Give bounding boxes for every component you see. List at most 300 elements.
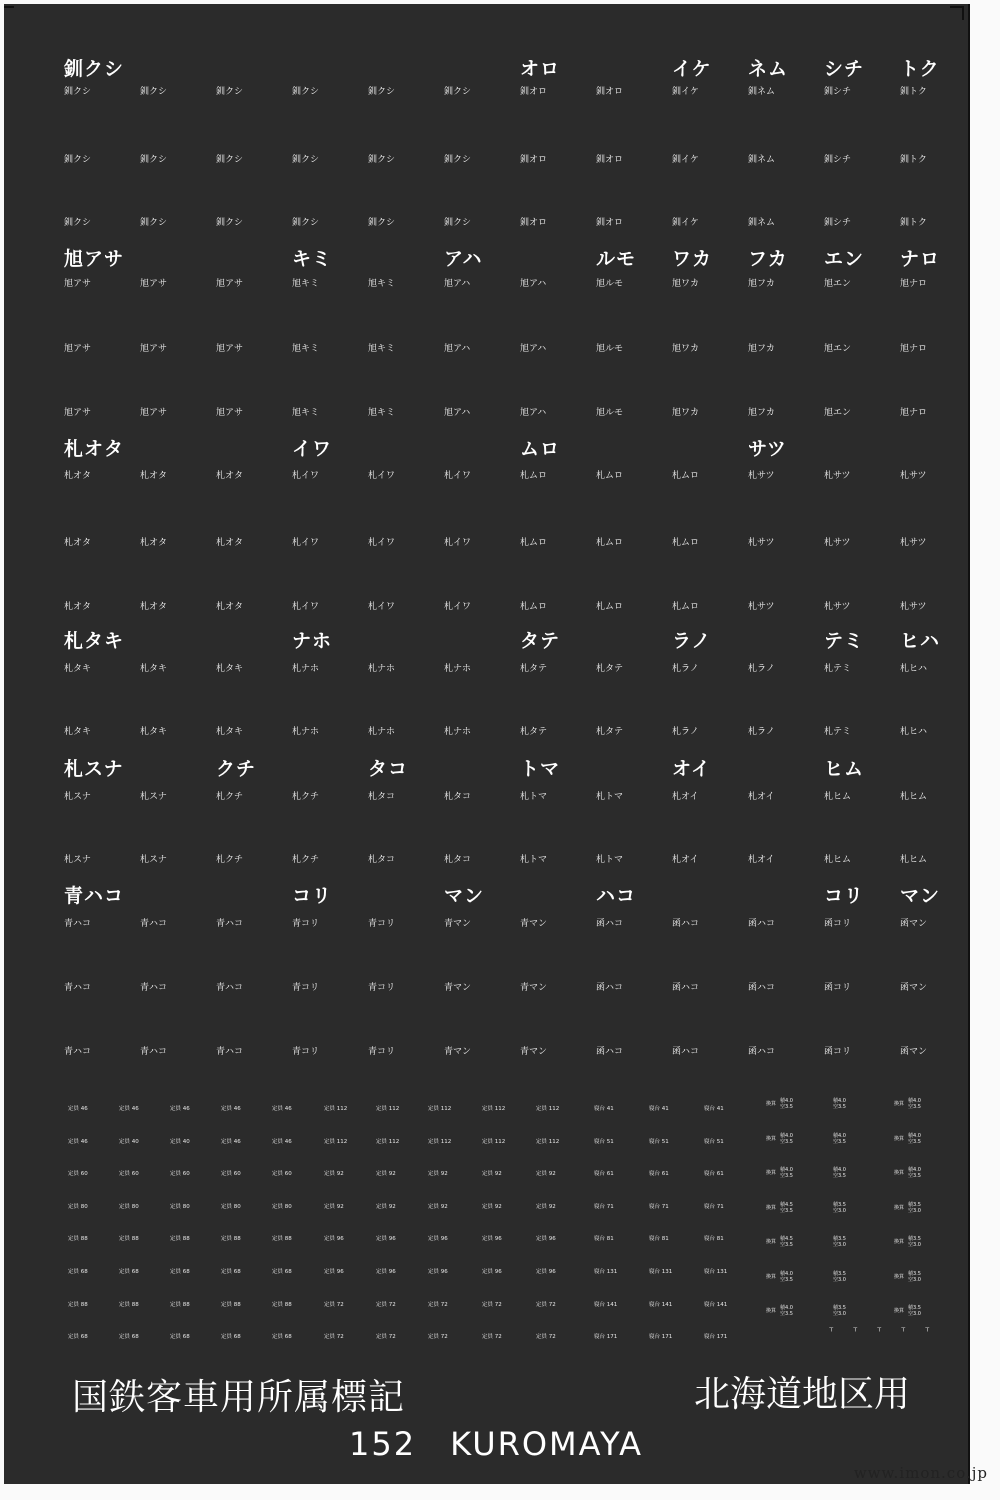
capacity-mark: 定員 92 [376,1203,396,1210]
capacity-mark: 定員 72 [536,1301,556,1308]
depot-mark-small: 札タテ [520,664,548,674]
depot-mark-small: 札スナ [140,792,167,802]
depot-mark-small: 札テミ [824,664,852,674]
berth-mark: 寝台 51 [594,1138,614,1145]
depot-mark-small: 札サツ [824,471,851,481]
conversion-label: 換算 [766,1308,777,1314]
capacity-mark: 定員 88 [68,1301,88,1308]
depot-mark-large: ルモ [596,248,637,270]
depot-mark-small: 青マン [520,919,548,929]
capacity-mark: 定員 88 [170,1301,190,1308]
depot-mark-small: 札スナ [64,792,91,802]
berth-mark: 寝台 131 [704,1269,728,1275]
depot-mark-small: 釧クシ [216,87,244,97]
conversion-mark [829,1133,846,1145]
depot-mark-small: 札ヒム [824,792,852,802]
depot-mark-small: 旭エン [824,408,852,418]
berth-mark: 寝台 41 [594,1106,614,1112]
berth-mark: 寝台 81 [704,1236,724,1243]
capacity-mark: 定員 88 [119,1236,139,1243]
conversion-mark [894,1202,921,1214]
flag-mark: ⸆ [829,1327,834,1337]
depot-mark-small: 青ハコ [216,983,244,993]
empty-value: 空3.5 [908,1104,921,1110]
depot-mark-large: オロ [520,58,561,80]
depot-mark-small: 札オイ [672,855,699,865]
depot-mark-small: 札タコ [368,855,396,865]
capacity-mark: 定員 40 [119,1138,139,1145]
depot-mark-small: 札ラノ [748,727,775,737]
empty-value: 空3.0 [908,1207,921,1214]
depot-mark-small: 札ヒム [824,855,852,865]
depot-mark-small: 旭アサ [140,279,168,289]
depot-mark-small: 旭ルモ [596,279,624,289]
berth-mark: 寝台 51 [704,1138,724,1145]
depot-mark-small: 札イワ [444,602,472,612]
product-code: 152 KUROMAYA [349,1425,644,1463]
loaded-value: 積3.5 [833,1305,846,1311]
depot-mark-small: 札イワ [368,538,396,548]
depot-mark-large: フカ [748,248,788,270]
depot-mark-large: オイ [672,758,712,780]
loaded-value: 積4.0 [780,1167,793,1173]
depot-mark-small: 札イワ [292,538,320,548]
conversion-mark [766,1202,793,1214]
capacity-mark: 定員 96 [324,1269,344,1275]
depot-mark-small: 青マン [444,919,472,929]
flag-mark: ⸆ [901,1327,906,1337]
capacity-mark: 定員 72 [376,1301,396,1308]
depot-mark-small: 札タテ [596,727,624,737]
depot-mark-small: 札トマ [520,855,548,865]
depot-mark-small: 札ラノ [748,664,775,674]
depot-mark-small: 釧クシ [64,155,92,165]
conversion-label: 換算 [894,1101,905,1107]
capacity-mark: 定員 68 [119,1269,139,1275]
depot-mark-small: 釧クシ [140,218,168,228]
capacity-mark: 定員 96 [536,1236,556,1243]
berth-mark: 寝台 61 [594,1171,614,1178]
capacity-mark: 定員 112 [536,1106,560,1112]
depot-mark-small: 旭アサ [140,344,168,354]
depot-mark-small: 札ヒハ [900,664,928,674]
capacity-mark: 定員 80 [68,1203,88,1210]
depot-mark-small: 旭アサ [64,279,92,289]
capacity-mark: 定員 88 [272,1236,292,1243]
empty-value: 空3.0 [908,1311,921,1317]
depot-mark-small: 札ナホ [368,727,396,737]
empty-value: 空3.5 [833,1138,846,1145]
depot-mark-small: 札タキ [140,727,168,737]
depot-mark-small: 札タコ [368,792,396,802]
depot-mark-small: 函ハコ [672,1047,700,1057]
depot-mark-small: 釧オロ [520,218,548,228]
capacity-mark: 定員 88 [272,1301,292,1308]
depot-mark-large: ラノ [672,630,712,652]
depot-mark-small: 札サツ [824,538,851,548]
depot-mark-large: テミ [824,630,865,652]
depot-mark-small: 札イワ [368,602,396,612]
conversion-mark [766,1098,793,1110]
loaded-value: 積3.5 [833,1201,846,1208]
berth-mark: 寝台 41 [649,1106,669,1112]
capacity-mark: 定員 96 [482,1236,502,1243]
conversion-label: 換算 [894,1273,905,1280]
depot-mark-large: 札タキ [64,630,125,652]
empty-value: 空3.5 [908,1173,921,1179]
depot-mark-small: 札ナホ [444,727,472,737]
depot-mark-small: 札オタ [64,471,92,481]
berth-mark: 寝台 51 [649,1138,669,1145]
depot-mark-small: 釧クシ [216,155,244,165]
depot-mark-small: 札クチ [292,792,320,802]
capacity-mark: 定員 112 [428,1138,452,1145]
depot-mark-small: 札スナ [64,855,91,865]
capacity-mark: 定員 112 [482,1106,506,1112]
empty-value: 空3.5 [833,1104,846,1110]
capacity-mark: 定員 88 [119,1301,139,1308]
depot-mark-small: 釧ネム [748,155,776,165]
capacity-mark: 定員 68 [119,1334,139,1341]
depot-mark-small: 青コリ [292,919,320,929]
capacity-mark: 定員 80 [272,1203,292,1210]
depot-mark-small: 旭ワカ [672,408,700,418]
depot-mark-small: 旭アハ [444,344,471,354]
depot-mark-large: マン [900,885,941,907]
capacity-mark: 定員 60 [221,1171,241,1178]
capacity-mark: 定員 88 [68,1236,88,1243]
capacity-mark: 定員 112 [376,1138,400,1145]
depot-mark-small: 函コリ [824,919,852,929]
depot-mark-small: 札イワ [444,471,472,481]
capacity-mark: 定員 46 [221,1106,241,1112]
depot-mark-small: 札オタ [64,602,92,612]
depot-mark-small: 旭ナロ [900,344,928,354]
capacity-mark: 定員 96 [536,1269,556,1275]
capacity-mark: 定員 72 [428,1334,448,1341]
depot-mark-small: 札サツ [824,602,851,612]
loaded-value: 積4.0 [833,1167,846,1173]
depot-mark-small: 札イワ [292,602,320,612]
capacity-mark: 定員 92 [428,1171,448,1178]
depot-mark-small: 札オタ [216,471,244,481]
depot-mark-small: 札オタ [140,602,168,612]
depot-mark-small: 札ムロ [672,471,700,481]
depot-mark-small: 札ナホ [444,664,472,674]
depot-mark-small: 旭アサ [64,408,92,418]
capacity-mark: 定員 92 [324,1171,344,1178]
depot-mark-small: 札サツ [900,538,927,548]
loaded-value: 積4.0 [780,1098,793,1104]
capacity-mark: 定員 68 [68,1269,88,1275]
depot-mark-small: 札ムロ [596,602,624,612]
berth-mark: 寝台 141 [594,1301,618,1308]
depot-mark-small: 旭フカ [748,408,775,418]
depot-mark-small: 旭キミ [368,408,396,418]
conversion-mark [894,1305,921,1317]
depot-mark-small: 旭ルモ [596,344,624,354]
capacity-mark: 定員 112 [376,1106,400,1112]
depot-mark-small: 函ハコ [596,983,624,993]
conversion-mark [894,1271,921,1283]
depot-mark-large: サツ [748,438,787,460]
capacity-mark: 定員 92 [536,1203,556,1210]
sheet-title: 国鉄客車用所属標記 [72,1377,406,1418]
empty-value: 空3.5 [780,1104,793,1110]
depot-mark-small: 旭キミ [292,408,320,418]
depot-mark-small: 札サツ [900,471,927,481]
depot-mark-small: 釧クシ [140,87,168,97]
depot-mark-small: 札ムロ [520,538,548,548]
flag-mark: ⸆ [853,1327,858,1337]
depot-mark-large: ワカ [672,248,713,270]
depot-mark-small: 釧オロ [596,87,624,97]
depot-mark-small: 釧シチ [824,87,852,97]
capacity-mark: 定員 96 [482,1269,502,1275]
loaded-value: 積4.0 [780,1270,793,1277]
conversion-mark [766,1133,793,1145]
depot-mark-small: 札オタ [140,538,168,548]
capacity-mark: 定員 72 [536,1334,556,1341]
depot-mark-small: 旭ナロ [900,408,928,418]
depot-mark-small: 旭キミ [368,279,396,289]
depot-mark-small: 釧クシ [64,218,92,228]
empty-value: 空3.5 [780,1311,793,1317]
depot-mark-small: 釧ネム [748,218,776,228]
depot-mark-large: コリ [824,885,865,907]
depot-mark-small: 函ハコ [748,919,776,929]
depot-mark-small: 釧クシ [444,87,472,97]
depot-mark-small: 釧トク [900,218,927,228]
depot-mark-small: 釧ネム [748,87,776,97]
depot-mark-small: 札サツ [748,471,775,481]
capacity-mark: 定員 72 [324,1301,344,1308]
loaded-value: 積3.5 [908,1201,921,1208]
depot-mark-small: 札ヒム [900,855,928,865]
depot-mark-small: 旭アサ [216,279,244,289]
capacity-mark: 定員 72 [376,1334,396,1341]
loaded-value: 積4.0 [833,1132,846,1139]
capacity-mark: 定員 92 [324,1203,344,1210]
depot-mark-large: イケ [672,58,712,80]
depot-mark-small: 青ハコ [64,983,92,993]
depot-mark-small: 函ハコ [748,1047,776,1057]
depot-mark-small: 旭フカ [748,279,775,289]
berth-mark: 寝台 61 [704,1171,724,1178]
depot-mark-small: 旭ルモ [596,408,624,418]
depot-mark-small: 釧イケ [672,87,699,97]
capacity-mark: 定員 46 [221,1138,241,1145]
conversion-mark [766,1167,793,1179]
loaded-value: 積3.5 [908,1305,921,1311]
empty-value: 空3.0 [833,1207,846,1214]
berth-mark: 寝台 171 [594,1334,618,1341]
capacity-mark: 定員 46 [272,1138,292,1145]
flag-mark: ⸆ [925,1327,930,1337]
capacity-mark: 定員 96 [428,1236,448,1243]
berth-mark: 寝台 81 [594,1236,614,1243]
empty-value: 空3.5 [833,1173,846,1179]
depot-mark-small: 旭ワカ [672,344,700,354]
capacity-mark: 定員 60 [119,1171,139,1178]
conversion-mark [766,1305,793,1317]
conversion-label: 換算 [766,1273,777,1280]
conversion-label: 換算 [894,1135,905,1142]
conversion-mark [894,1098,921,1110]
depot-mark-small: 札ラノ [672,727,699,737]
conversion-label: 換算 [766,1170,777,1176]
depot-mark-small: 札イワ [368,471,396,481]
depot-mark-small: 釧クシ [368,218,396,228]
loaded-value: 積4.0 [908,1167,921,1173]
depot-mark-large: 青ハコ [64,885,125,907]
conversion-label: 換算 [766,1101,777,1107]
capacity-mark: 定員 68 [170,1269,190,1275]
depot-mark-small: 函マン [900,983,928,993]
depot-mark-small: 釧クシ [216,218,244,228]
depot-mark-small: 札トマ [596,792,624,802]
depot-mark-small: 札ムロ [520,471,548,481]
depot-mark-large: クチ [216,758,257,780]
depot-mark-small: 札タテ [596,664,624,674]
capacity-mark: 定員 80 [221,1203,241,1210]
capacity-mark: 定員 92 [428,1203,448,1210]
depot-mark-small: 旭フカ [748,344,775,354]
berth-mark: 寝台 71 [649,1203,669,1210]
depot-mark-large: 旭アサ [64,248,125,270]
depot-mark-small: 札ヒハ [900,727,928,737]
depot-mark-small: 旭アサ [216,344,244,354]
berth-mark: 寝台 61 [649,1171,669,1178]
berth-mark: 寝台 131 [594,1269,618,1275]
capacity-mark: 定員 112 [428,1106,452,1112]
depot-mark-small: 旭アサ [216,408,244,418]
depot-mark-small: 釧イケ [672,155,699,165]
capacity-mark: 定員 88 [221,1301,241,1308]
depot-mark-small: 函コリ [824,1047,852,1057]
depot-mark-small: 札タキ [64,664,92,674]
depot-mark-small: 釧クシ [444,218,472,228]
conversion-mark [829,1167,846,1179]
depot-mark-small: 函ハコ [748,983,776,993]
depot-mark-small: 旭アサ [64,344,92,354]
capacity-mark: 定員 46 [119,1106,139,1112]
depot-mark-small: 釧クシ [292,155,320,165]
capacity-mark: 定員 68 [68,1334,88,1341]
capacity-mark: 定員 60 [272,1171,292,1178]
depot-mark-small: 青ハコ [140,919,168,929]
depot-mark-small: 旭キミ [368,344,396,354]
loaded-value: 積4.0 [908,1098,921,1104]
depot-mark-small: 札タコ [444,792,472,802]
depot-mark-small: 札イワ [292,471,320,481]
watermark: www.imon.co.jp [853,1464,988,1482]
sheet-subtitle: 北海道地区用 [694,1374,911,1415]
berth-mark: 寝台 71 [594,1203,614,1210]
conversion-label: 換算 [766,1239,777,1245]
crop-mark [4,6,14,8]
depot-mark-small: 釧オロ [596,155,624,165]
capacity-mark: 定員 80 [170,1203,190,1210]
depot-mark-small: 札タキ [216,727,244,737]
depot-mark-small: 釧イケ [672,218,699,228]
capacity-mark: 定員 96 [376,1236,396,1243]
depot-mark-small: 札ナホ [292,664,320,674]
crop-mark [962,6,964,20]
depot-mark-small: 札タコ [444,855,472,865]
depot-mark-small: 函ハコ [672,919,700,929]
berth-mark: 寝台 141 [649,1301,673,1308]
depot-mark-small: 札ムロ [596,538,624,548]
depot-mark-small: 札ラノ [672,664,699,674]
depot-mark-small: 青コリ [368,919,396,929]
depot-mark-small: 函ハコ [596,919,624,929]
conversion-mark [829,1305,846,1317]
depot-mark-small: 札クチ [292,855,320,865]
depot-mark-small: 釧オロ [520,155,548,165]
capacity-mark: 定員 88 [221,1236,241,1243]
depot-mark-small: 青コリ [292,1047,320,1057]
depot-mark-small: 釧クシ [292,87,320,97]
capacity-mark: 定員 80 [119,1203,139,1210]
capacity-mark: 定員 112 [536,1138,560,1145]
depot-mark-small: 青コリ [292,983,320,993]
depot-mark-small: 釧シチ [824,218,852,228]
empty-value: 空3.5 [780,1242,793,1248]
depot-mark-small: 青マン [444,1047,472,1057]
capacity-mark: 定員 72 [482,1334,502,1341]
depot-mark-small: 旭アハ [520,408,547,418]
capacity-mark: 定員 60 [170,1171,190,1178]
depot-mark-small: 札テミ [824,727,852,737]
depot-mark-small: 青ハコ [64,1047,92,1057]
depot-mark-small: 札オイ [748,855,775,865]
depot-mark-small: 札サツ [748,602,775,612]
depot-mark-small: 釧シチ [824,155,852,165]
empty-value: 空3.0 [833,1242,846,1248]
depot-mark-small: 札ヒム [900,792,928,802]
depot-mark-small: 旭アサ [140,408,168,418]
loaded-value: 積4.0 [780,1132,793,1139]
capacity-mark: 定員 88 [170,1236,190,1243]
depot-mark-large: トク [900,58,940,80]
depot-mark-large: ムロ [520,438,561,460]
capacity-mark: 定員 96 [376,1269,396,1275]
depot-mark-small: 函ハコ [672,983,700,993]
capacity-mark: 定員 112 [482,1138,506,1145]
capacity-mark: 定員 68 [272,1334,292,1341]
empty-value: 空3.5 [780,1207,793,1214]
empty-value: 空3.5 [780,1173,793,1179]
capacity-mark: 定員 68 [221,1334,241,1341]
conversion-mark [829,1236,846,1248]
depot-mark-small: 青コリ [368,983,396,993]
loaded-value: 積4.0 [780,1305,793,1311]
conversion-label: 換算 [894,1239,905,1245]
empty-value: 空3.0 [908,1242,921,1248]
depot-mark-large: ナロ [900,248,941,270]
depot-mark-large: シチ [824,58,865,80]
depot-mark-small: 釧トク [900,87,927,97]
conversion-mark [894,1236,921,1248]
depot-mark-large: アハ [444,248,483,270]
conversion-mark [829,1271,846,1283]
depot-mark-large: タコ [368,758,409,780]
depot-mark-small: 札イワ [444,538,472,548]
depot-mark-large: コリ [292,885,333,907]
depot-mark-small: 札タキ [140,664,168,674]
depot-mark-small: 札トマ [596,855,624,865]
